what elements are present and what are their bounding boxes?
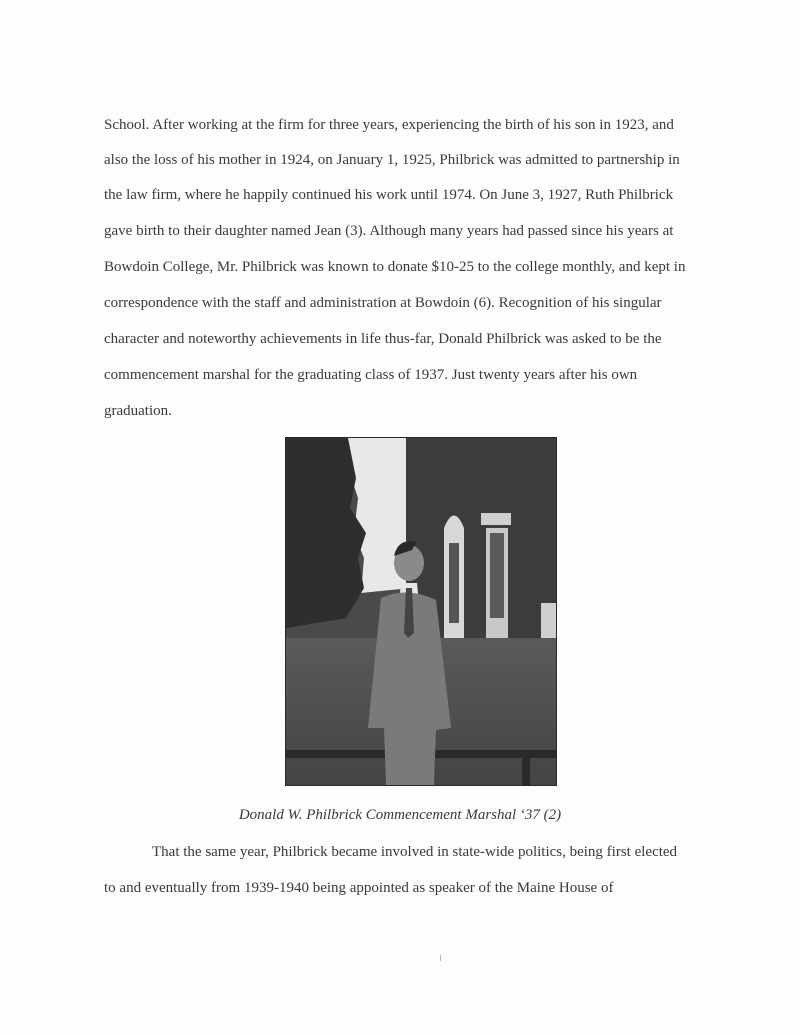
scan-mark bbox=[440, 955, 441, 961]
photo-illustration bbox=[286, 438, 556, 785]
paragraph-line: to and eventually from 1939-1940 being appointed as speaker of the Maine House of bbox=[104, 880, 614, 896]
paragraph-line: also the loss of his mother in 1924, on January 1, 1925, Philbrick was admitted to partnership in bbox=[104, 152, 680, 168]
paragraph-line: Bowdoin College, Mr. Philbrick was known to donate $10-25 to the college monthly, and kept in bbox=[104, 259, 686, 275]
paragraph-line: character and noteworthy achievements in life thus-far, Donald Philbrick was asked to be the bbox=[104, 331, 662, 347]
paragraph-line: School. After working at the firm for three years, experiencing the birth of his son in 1923, and bbox=[104, 117, 674, 133]
paragraph-line: gave birth to their daughter named Jean (3). Although many years had passed since his years at bbox=[104, 223, 674, 239]
paragraph-line: graduation. bbox=[104, 403, 172, 419]
portrait-photo bbox=[285, 437, 557, 786]
paragraph-line: the law firm, where he happily continued his work until 1974. On June 3, 1927, Ruth Philbrick bbox=[104, 187, 674, 203]
paragraph-line: correspondence with the staff and administration at Bowdoin (6). Recognition of his singular bbox=[104, 295, 662, 311]
paragraph-line: commencement marshal for the graduating class of 1937. Just twenty years after his own bbox=[104, 367, 638, 383]
figure-caption: Donald W. Philbrick Commencement Marshal ‘37 (2) bbox=[238, 807, 562, 823]
paragraph-line: That the same year, Philbrick became involved in state-wide politics, being first elected bbox=[152, 844, 678, 860]
